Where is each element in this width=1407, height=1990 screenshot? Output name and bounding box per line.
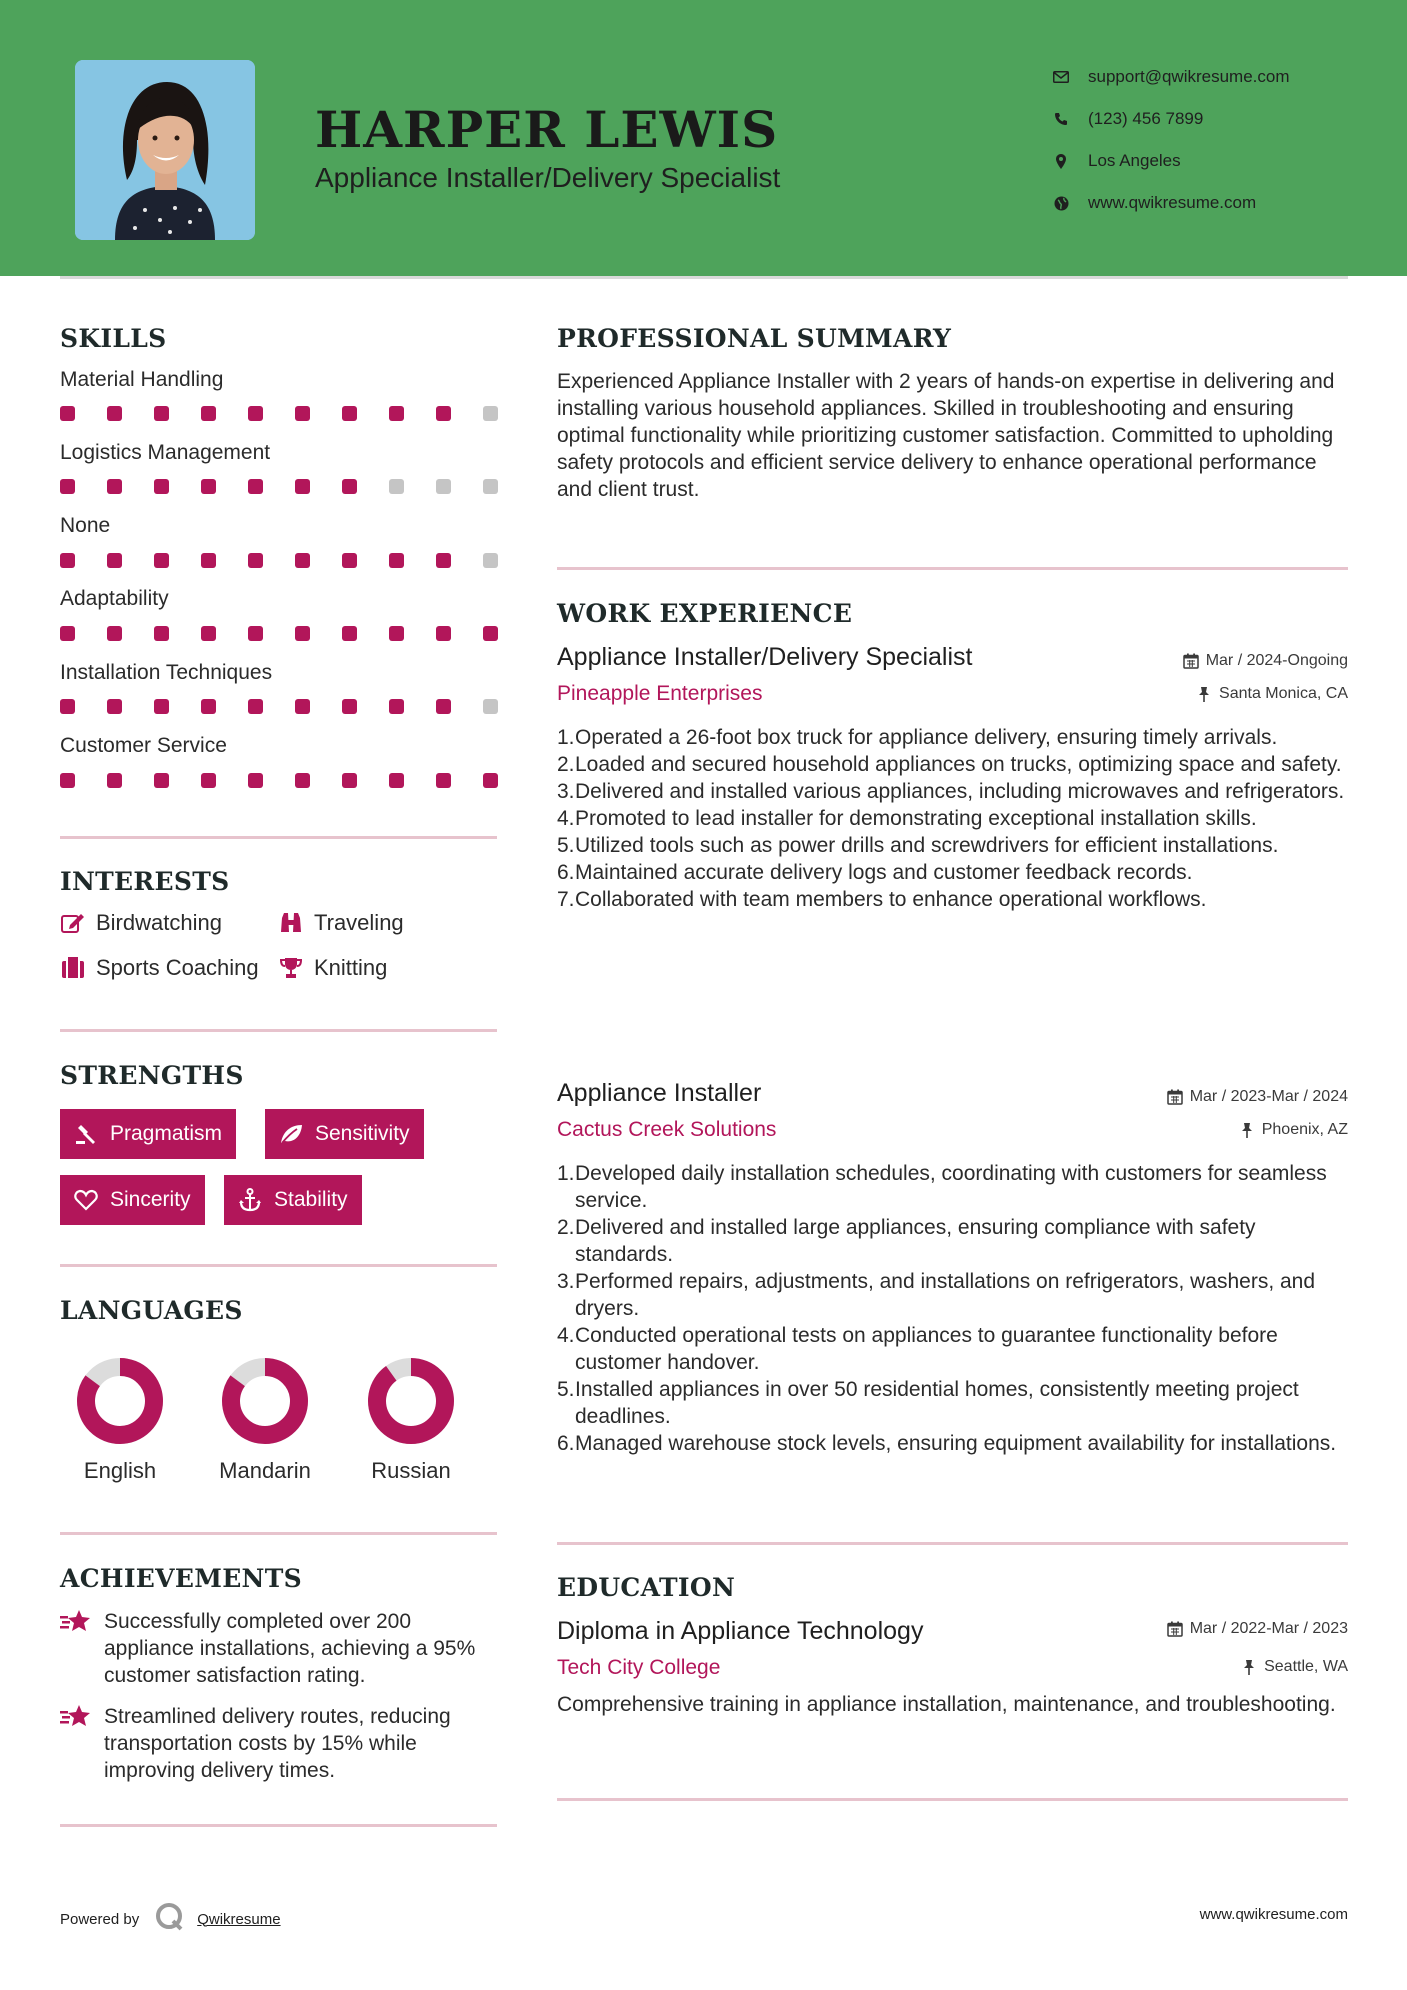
job-dates — [1166, 1088, 1348, 1106]
strength-tag — [265, 1109, 424, 1159]
calendar-icon — [1166, 1620, 1184, 1638]
duty-item: 4. Conducted operational tests on appliances to guarantee functionality before customer handover. — [557, 1324, 1278, 1374]
education-location-text: Seattle, WA — [1264, 1658, 1348, 1675]
duty-item: 6. Maintained accurate delivery logs and customer feedback records. — [557, 861, 1193, 884]
skill-dot-filled — [295, 406, 310, 421]
shooting-star-icon — [60, 1608, 92, 1636]
qwikresume-link[interactable]: Qwikresume — [197, 1910, 281, 1928]
skill-name: Material Handling — [60, 368, 224, 391]
footer-powered-by — [60, 1902, 281, 1936]
skill-dot-filled — [389, 626, 404, 641]
contact-website[interactable] — [1050, 182, 1290, 224]
company-name: Pineapple Enterprises — [557, 682, 763, 705]
skill-dot-empty — [483, 699, 498, 714]
contact-location — [1050, 140, 1290, 182]
interest-item — [278, 910, 404, 936]
skill-name: Adaptability — [60, 587, 169, 610]
duty-item: 5. Installed appliances in over 50 residential homes, consistently meeting project deadlines. — [557, 1378, 1299, 1428]
profile-photo — [75, 60, 255, 240]
skill-dot-filled — [154, 553, 169, 568]
contact-email[interactable] — [1050, 56, 1290, 98]
job-duties — [557, 724, 1347, 913]
skill-rating — [60, 406, 530, 421]
duty-item: 3. Delivered and installed various appliances, including microwaves and refrigerators. — [557, 780, 1345, 803]
contact-website-text: www.qwikresume.com — [1088, 193, 1257, 212]
job-location-text: Phoenix, AZ — [1261, 1121, 1348, 1138]
skill-dot-filled — [342, 699, 357, 714]
trophy-icon — [278, 955, 304, 981]
skill-dot-filled — [60, 773, 75, 788]
skill-dot-filled — [436, 626, 451, 641]
pencil-square-icon — [60, 910, 86, 936]
job-location — [1195, 685, 1348, 703]
interest-label: Knitting — [314, 955, 388, 980]
skill-dot-filled — [342, 406, 357, 421]
achievements-heading: ACHIEVEMENTS — [60, 1564, 302, 1593]
strength-label: Sincerity — [110, 1188, 191, 1211]
duty-item: 4. Promoted to lead installer for demonstrating exceptional installation skills. — [557, 807, 1257, 830]
achievement-text: Streamlined delivery routes, reducing transportation costs by 15% while improving delivery times. — [104, 1705, 451, 1782]
achievement-text: Successfully completed over 200 appliance installations, achieving a 95% customer satisfaction rating. — [104, 1610, 476, 1687]
skill-name: Customer Service — [60, 734, 227, 757]
anchor-icon — [238, 1188, 262, 1212]
duty-item: 2. Delivered and installed large appliances, ensuring compliance with safety standards. — [557, 1216, 1256, 1266]
skill-dot-filled — [342, 479, 357, 494]
skill-dot-filled — [60, 553, 75, 568]
skill-dot-filled — [154, 773, 169, 788]
strengths-heading: STRENGTHS — [60, 1061, 244, 1090]
skill-dot-filled — [154, 626, 169, 641]
company-name: Cactus Creek Solutions — [557, 1118, 777, 1141]
pushpin-icon — [1238, 1121, 1256, 1139]
skill-dot-filled — [201, 626, 216, 641]
skill-dot-filled — [342, 626, 357, 641]
language-donut-fill — [377, 1367, 445, 1435]
job-dates — [1182, 652, 1348, 670]
languages-heading: LANGUAGES — [60, 1296, 243, 1325]
education-location — [1240, 1658, 1348, 1676]
skill-dot-filled — [201, 406, 216, 421]
contact-phone-text: (123) 456 7899 — [1088, 109, 1204, 128]
interest-item — [278, 955, 387, 981]
skill-name: Installation Techniques — [60, 661, 273, 684]
skill-dot-filled — [60, 699, 75, 714]
duty-item: 3. Performed repairs, adjustments, and installations on refrigerators, washers, and dryers. — [557, 1270, 1316, 1320]
duty-item: 1. Developed daily installation schedules, coordinating with customers for seamless service. — [557, 1162, 1327, 1212]
summary-text: Experienced Appliance Installer with 2 years of hands-on expertise in delivering and installing various household appliances. Skilled in troubleshooting and ensuring optimal functionality while prioritizing customer satisfaction. Committed to upholding safety protocols and efficient service delivery to enhance operational performance and client trust. — [557, 370, 1335, 501]
duty-item: 7. Collaborated with team members to enhance operational workflows. — [557, 888, 1207, 911]
candidate-title: Appliance Installer/Delivery Specialist — [315, 162, 781, 193]
skill-name: Logistics Management — [60, 441, 271, 464]
skill-dot-filled — [436, 553, 451, 568]
job-location — [1238, 1121, 1348, 1139]
skill-dot-filled — [107, 406, 122, 421]
experience-heading: WORK EXPERIENCE — [557, 599, 853, 628]
skill-dot-filled — [154, 479, 169, 494]
language-item — [205, 1356, 325, 1484]
skill-dot-filled — [389, 406, 404, 421]
resume-header — [0, 0, 1407, 276]
briefcase-icon — [60, 955, 86, 981]
binoculars-icon — [278, 910, 304, 936]
skill-dot-empty — [483, 479, 498, 494]
phone-icon — [1050, 108, 1072, 130]
skill-dot-filled — [201, 773, 216, 788]
skill-dot-filled — [389, 553, 404, 568]
strength-label: Stability — [274, 1188, 348, 1211]
skill-dot-filled — [107, 626, 122, 641]
skill-dot-filled — [342, 553, 357, 568]
education-heading: EDUCATION — [557, 1573, 736, 1602]
skill-dot-filled — [483, 626, 498, 641]
job-title: Appliance Installer — [557, 1079, 762, 1107]
skill-dot-filled — [389, 699, 404, 714]
skill-dot-filled — [436, 773, 451, 788]
skills-heading: SKILLS — [60, 324, 167, 353]
language-name: Russian — [371, 1458, 451, 1483]
map-marker-icon — [1050, 150, 1072, 172]
skill-dot-empty — [483, 553, 498, 568]
powered-by-label: Powered by — [60, 1910, 140, 1928]
section-divider — [60, 1264, 497, 1267]
language-donut — [366, 1356, 456, 1446]
skill-dot-filled — [60, 626, 75, 641]
section-divider — [60, 1532, 497, 1535]
skill-rating — [60, 479, 530, 494]
skill-dot-filled — [107, 479, 122, 494]
degree-name: Diploma in Appliance Technology — [557, 1617, 924, 1645]
skill-dot-filled — [107, 773, 122, 788]
skill-dot-empty — [389, 479, 404, 494]
skill-dot-filled — [295, 626, 310, 641]
interest-item — [60, 910, 222, 936]
interest-label: Traveling — [314, 910, 404, 935]
footer-url[interactable]: www.qwikresume.com — [1199, 1906, 1348, 1923]
interest-label: Birdwatching — [96, 910, 222, 935]
profile-photo-image — [75, 60, 255, 240]
skill-dot-filled — [342, 773, 357, 788]
education-dates — [1166, 1620, 1348, 1638]
skill-dot-filled — [483, 773, 498, 788]
strength-tag — [60, 1175, 205, 1225]
section-divider — [60, 1824, 497, 1827]
skill-dot-filled — [436, 699, 451, 714]
skill-dot-filled — [107, 553, 122, 568]
skill-dot-filled — [436, 406, 451, 421]
skill-dot-filled — [295, 479, 310, 494]
duty-item: 2. Loaded and secured household appliances on trucks, optimizing space and safety. — [557, 753, 1342, 776]
section-divider — [557, 1542, 1348, 1545]
language-item — [351, 1356, 471, 1484]
skill-dot-filled — [248, 406, 263, 421]
language-donut — [75, 1356, 165, 1446]
interest-item — [60, 955, 259, 981]
education-dates-text: Mar / 2022-Mar / 2023 — [1189, 1620, 1348, 1637]
skill-dot-filled — [201, 553, 216, 568]
skill-dot-filled — [60, 406, 75, 421]
candidate-name: HARPER LEWIS — [315, 100, 779, 159]
school-name: Tech City College — [557, 1656, 721, 1679]
section-divider — [60, 1029, 497, 1032]
skill-dot-filled — [60, 479, 75, 494]
job-location-text: Santa Monica, CA — [1219, 685, 1348, 702]
skill-dot-empty — [483, 406, 498, 421]
duty-item: 6. Managed warehouse stock levels, ensuring equipment availability for installations. — [557, 1432, 1337, 1455]
language-name: English — [83, 1458, 157, 1483]
skill-dot-empty — [436, 479, 451, 494]
section-divider — [557, 1798, 1348, 1801]
language-donut — [220, 1356, 310, 1446]
skill-name: None — [60, 514, 111, 537]
skill-rating — [60, 553, 530, 568]
envelope-icon — [1050, 66, 1072, 88]
leaf-icon — [279, 1122, 303, 1146]
achievement-item — [60, 1608, 500, 1689]
skill-dot-filled — [248, 626, 263, 641]
calendar-icon — [1166, 1088, 1184, 1106]
skill-dot-filled — [201, 479, 216, 494]
duty-item: 5. Utilized tools such as power drills and screwdrivers for efficient installations. — [557, 834, 1279, 857]
strength-tag — [224, 1175, 362, 1225]
skill-dot-filled — [201, 699, 216, 714]
section-divider — [60, 836, 497, 839]
pushpin-icon — [1240, 1658, 1258, 1676]
strength-label: Pragmatism — [110, 1122, 223, 1145]
skill-dot-filled — [389, 773, 404, 788]
skill-dot-filled — [295, 699, 310, 714]
gavel-icon — [74, 1122, 98, 1146]
shooting-star-icon — [60, 1703, 92, 1731]
achievement-item — [60, 1703, 500, 1784]
skill-dot-filled — [248, 699, 263, 714]
skill-dot-filled — [248, 479, 263, 494]
summary-heading: PROFESSIONAL SUMMARY — [557, 324, 952, 353]
job-dates-text: Mar / 2024-Ongoing — [1205, 652, 1348, 669]
interests-heading: INTERESTS — [60, 867, 230, 896]
pushpin-icon — [1195, 685, 1213, 703]
skill-rating — [60, 773, 530, 788]
education-description: Comprehensive training in appliance installation, maintenance, and troubleshooting. — [557, 1693, 1336, 1716]
calendar-icon — [1182, 652, 1200, 670]
job-title: Appliance Installer/Delivery Specialist — [557, 643, 973, 671]
skill-dot-filled — [295, 773, 310, 788]
skill-dot-filled — [295, 553, 310, 568]
contact-location-text: Los Angeles — [1088, 151, 1181, 170]
contact-list — [1050, 56, 1290, 224]
section-divider — [557, 567, 1348, 570]
header-divider — [60, 276, 1348, 279]
skill-dot-filled — [154, 406, 169, 421]
job-duties — [557, 1160, 1347, 1457]
language-item — [60, 1356, 180, 1484]
qwikresume-logo-icon — [155, 1902, 185, 1936]
language-name: Mandarin — [219, 1458, 311, 1483]
strength-label: Sensitivity — [315, 1122, 410, 1145]
skill-dot-filled — [154, 699, 169, 714]
interest-label: Sports Coaching — [96, 955, 259, 980]
skill-rating — [60, 626, 530, 641]
skill-rating — [60, 699, 530, 714]
contact-email-text: support@qwikresume.com — [1088, 67, 1290, 86]
skill-dot-filled — [248, 553, 263, 568]
strength-tag — [60, 1109, 236, 1159]
skill-dot-filled — [248, 773, 263, 788]
globe-icon — [1050, 192, 1072, 214]
job-dates-text: Mar / 2023-Mar / 2024 — [1189, 1088, 1348, 1105]
skill-dot-filled — [107, 699, 122, 714]
contact-phone[interactable] — [1050, 98, 1290, 140]
heart-icon — [74, 1188, 98, 1212]
duty-item: 1. Operated a 26-foot box truck for appliance delivery, ensuring timely arrivals. — [557, 726, 1278, 749]
